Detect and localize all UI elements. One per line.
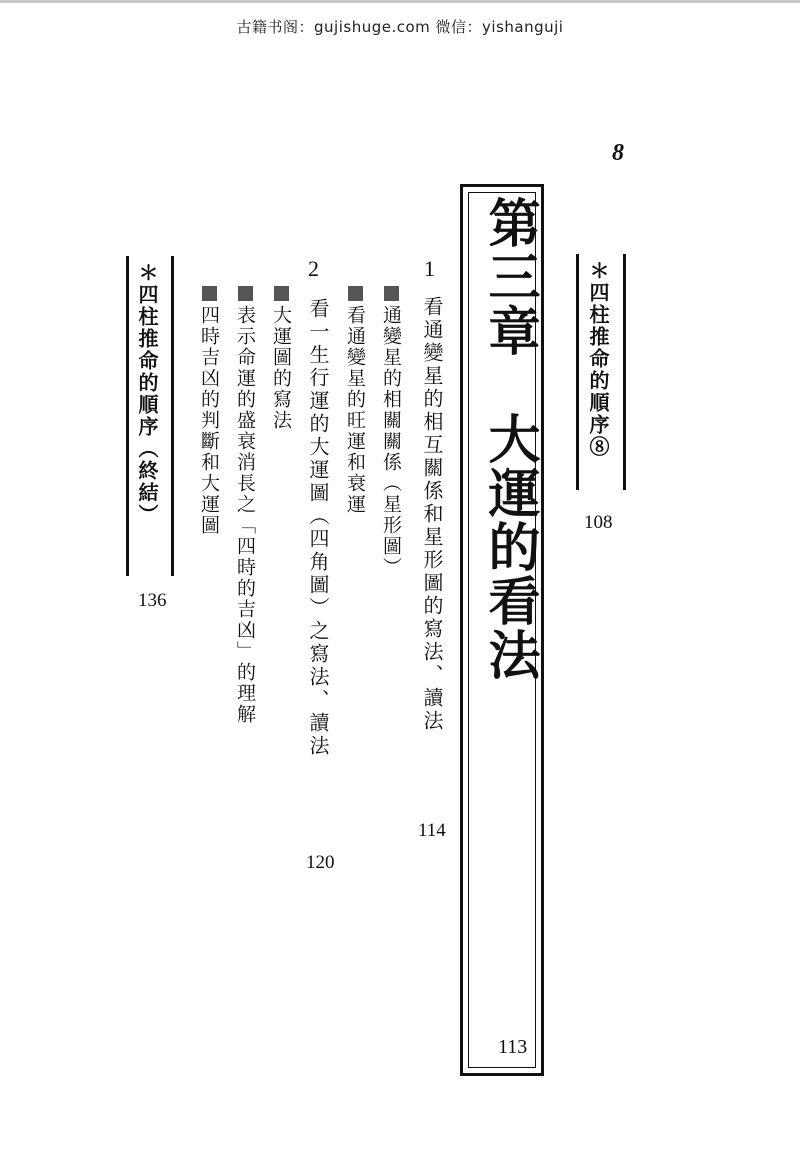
section2-subitem-3: 四時吉凶的判斷和大運圖 <box>196 286 223 536</box>
square-bullet-icon <box>202 286 217 301</box>
section2-title: 看一生行運的大運圖（四角圖）之寫法、讀法 <box>306 298 330 758</box>
top-rule <box>0 0 800 3</box>
section2-number: 2 <box>308 256 319 281</box>
right-note-page: 108 <box>584 512 613 533</box>
section1-title: 看通變星的相互關係和星形圖的寫法、讀法 <box>420 296 444 733</box>
section2-subitem-1: 大運圖的寫法 <box>268 286 295 431</box>
square-bullet-icon <box>238 286 253 301</box>
left-note-text: ＊四柱推命的順序（終結） <box>135 262 159 526</box>
watermark-text: 古籍书阁：gujishuge.com 微信：yishanguji <box>236 18 564 36</box>
section1-subitem-1: 通變星的相關關係（星形圖） <box>378 286 405 578</box>
chapter-title: 第三章 大運的看法 <box>479 196 540 682</box>
section2-page: 120 <box>306 852 335 873</box>
section1-page: 114 <box>418 820 446 841</box>
section2-subitem-2: 表示命運的盛衰消長之「四時的吉凶」的理解 <box>232 286 259 725</box>
square-bullet-icon <box>384 286 399 301</box>
chapter-page: 113 <box>498 1036 528 1058</box>
square-bullet-icon <box>348 286 363 301</box>
section1-number: 1 <box>424 256 435 281</box>
section1-subitem-2: 看通變星的旺運和衰運 <box>342 286 369 515</box>
right-note-text: ＊四柱推命的順序⑧ <box>586 260 610 458</box>
page-number: 8 <box>612 140 624 166</box>
square-bullet-icon <box>274 286 289 301</box>
left-note-page: 136 <box>138 590 167 611</box>
